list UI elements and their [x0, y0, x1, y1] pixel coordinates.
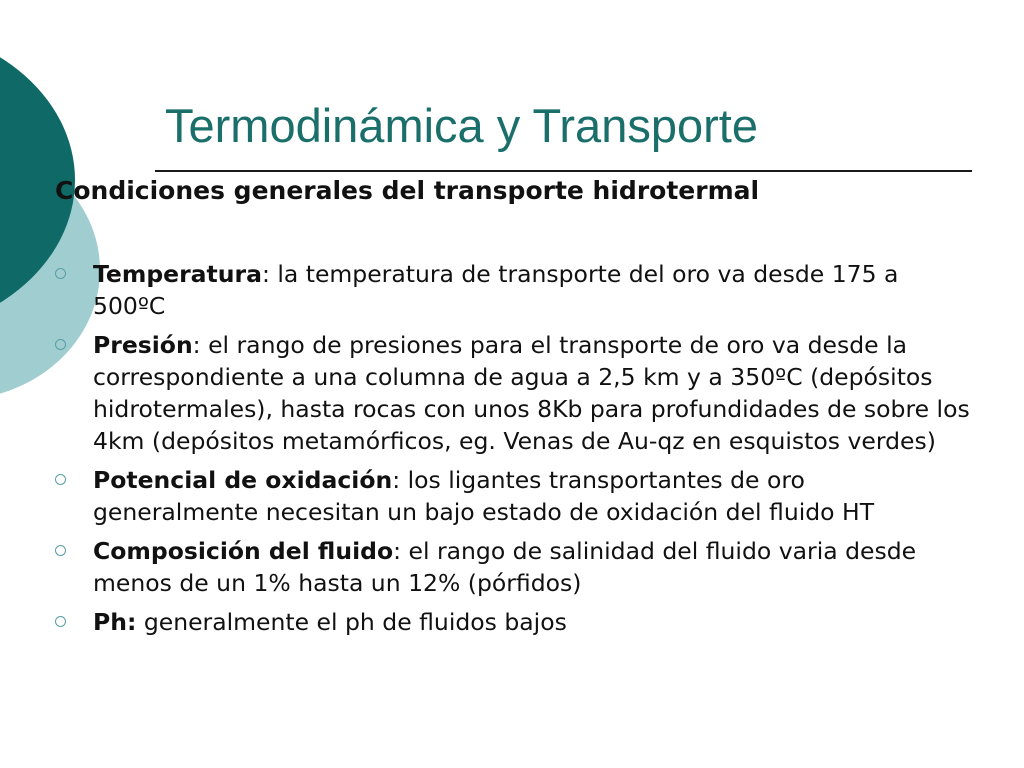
bullet-item-temperatura [52, 258, 972, 322]
bullet-text: el rango de salinidad del fluido varia desde menos de un 1% hasta un 12% (pórfidos) [93, 537, 917, 597]
bullet-separator: : [192, 331, 201, 359]
bullet-separator: : [393, 537, 402, 565]
bullet-term: Presión [93, 331, 193, 359]
bullet-text: generalmente el ph de fluidos bajos [136, 608, 567, 636]
circle-bullet-icon [55, 616, 66, 627]
circle-bullet-icon [55, 268, 66, 279]
title-divider [155, 170, 972, 172]
circle-bullet-icon [55, 474, 66, 485]
bullet-text: los ligantes transportantes de oro generalmente necesitan un bajo estado de oxidación del fluido HT [93, 466, 875, 526]
circle-bullet-icon [55, 339, 66, 350]
slide-subtitle: Condiciones generales del transporte hidrotermal [55, 176, 760, 205]
bullet-list [52, 258, 972, 645]
bullet-separator: : [392, 466, 401, 494]
bullet-separator: : [261, 260, 270, 288]
slide-title: Termodinámica y Transporte [165, 99, 758, 152]
bullet-term: Composición del fluido [93, 537, 394, 565]
bullet-term: Temperatura [93, 260, 262, 288]
circle-bullet-icon [55, 545, 66, 556]
bullet-term: Ph: [93, 608, 137, 636]
bullet-item-presion [52, 329, 972, 457]
bullet-item-composicion-fluido [52, 535, 972, 599]
bullet-text: la temperatura de transporte del oro va desde 175 a 500ºC [93, 260, 899, 320]
bullet-item-potencial-oxidacion [52, 464, 972, 528]
bullet-term: Potencial de oxidación [93, 466, 393, 494]
bullet-item-ph [52, 606, 972, 638]
bullet-text: el rango de presiones para el transporte de oro va desde la correspondiente a una columna de agua a 2,5 km y a 350ºC (depósitos hidrotermales), hasta rocas con unos 8Kb para profundidades de sobre los 4km (depósitos metamórficos, eg. Venas de Au-qz en esquistos verdes) [93, 331, 970, 455]
